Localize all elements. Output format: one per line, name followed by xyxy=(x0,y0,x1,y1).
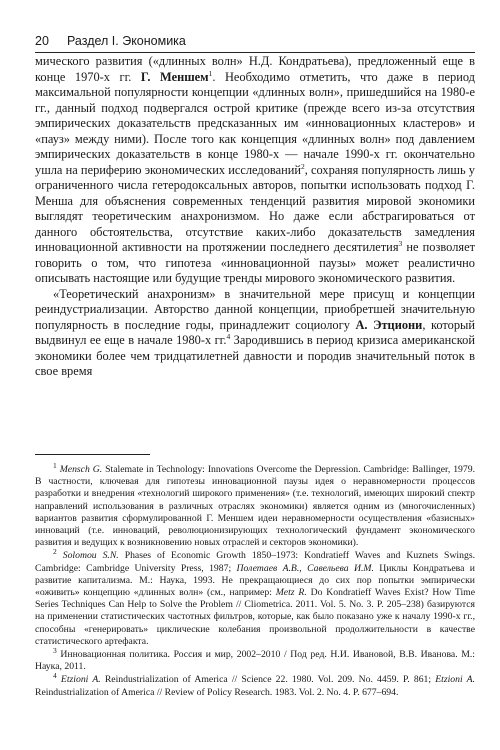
footnote-ref-4[interactable]: 4 xyxy=(226,331,231,341)
footnote-ref-2[interactable]: 2 xyxy=(300,161,305,171)
footnote-4: $^4$ Etzioni A. Reindustrialization of America // Science 22. 1980. Vol. 209. No. 4459. P. 861; Etzioni A. Reindustrialization of America // Review of Policy Research. 1983. Vol. 2. No. 4. P. 677–694. xyxy=(35,671,475,698)
main-text xyxy=(35,54,475,380)
author-name: А. Этциони xyxy=(355,317,423,332)
running-header xyxy=(35,34,475,53)
footnote-3: $^3$ Инновационная политика. Россия и мир, 2002–2010 / Под ред. Н.И. Ивановой, В.В. Иванова. М.: Наука, 2011. xyxy=(35,645,475,673)
page-number: 20 xyxy=(35,34,49,48)
paragraph-2: «Теоретический анахронизм» в значительной мере присущ и концепции реиндустриализации. Авторство данной концепции, приобретшей значительную популярность в последние годы, принадлежит социологу А. Этциони, который выдвинул ее еще в начале 1980-х гг.$^4$ Зародившись в период кризиса американской экономики более чем тридцатилетней давности и породив значительный поток в свое время xyxy=(35,286,476,378)
footnote-ref-1[interactable]: 1 xyxy=(208,68,213,78)
author-name: Г. Меншем xyxy=(140,69,209,84)
footnotes xyxy=(35,460,476,699)
footnote-divider xyxy=(35,454,150,455)
footnote-ref-3[interactable]: 3 xyxy=(398,238,403,248)
footnote-2: $^2$ Solomou S.N. Phases of Economic Growth 1850–1973: Kondratieff Waves and Kuznets Swings. Cambridge: Cambridge University Press, 1987; Полетаев А.В., Савельева И.М. Циклы Кондратьева и развитие капитализма. М.: Наука, 1993. Не прекращающиеся до сих пор попытки эмпирически «оживить» концепцию «длинных волн» (см., например: Metz R. Do Kondratieff Waves Exist? How Time Series Techniques Can Help to Solve the Problem // Cliometrica. 2011. Vol. 5. No. 3. P. 205–238) базируются на применении статистических частотных фильтров, которые, как было показано уже к началу 1990-х гг., способны «генерировать» циклические колебания произвольной продолжительности в качестве статистического артефакта. xyxy=(35,547,476,647)
section-title: Раздел I. Экономика xyxy=(67,34,186,48)
paragraph-1: мического развития («длинных волн» Н.Д. Кондратьева), предложенный еще в конце 1970-х гг. Г. Меншем$^1$. Необходимо отметить, что даже в период максимальной популярности концепции «длинных волн», пришедшийся на 1980-е гг., данный подход подвергался острой критике (прежде всего из-за отсутствия эмпирических доказательств предсказанных им «инновационных кластеров» и «пауз» между ними). После того как концепция «длинных волн» под давлением эмпирических доказательств в конце 1980-х — начале 1990-х гг. окончательно ушла на периферию экономических исследований$^2$, сохраняя популярность лишь у ограниченного числа гетеродоксальных авторов, попытки использовать подход Г. Менша для объяснения современных тенденций развития мировой экономики выглядят теоретическим анахронизмом. Но даже если абстрагироваться от данного обстоятельства, отсутствие каких-либо доказательств замедления инновационной активности на протяжении последнего десятилетия$^3$ не позволяет говорить о том, что гипотеза «инновационной паузы» может реалистично описывать настоящие или будущие тренды мирового экономического развития. xyxy=(35,54,475,285)
footnote-1: $^1$ Mensch G. Stalemate in Technology: Innovations Overcome the Depression. Cambridge: Ballinger, 1979. В частности, ключевая для гипотезы инновационной паузы идея о неравномерности процессов разработки и внедрения «технологий широкого применения» (т.е. технологий, имеющих широкий спектр направлений использования в различных отраслях экономики) является одним из (многочисленных) вариантов развития сформулированной Г. Меншем идеи неравномерности осуществления «базисных» инноваций (т.е. инноваций, революционизирующих технологический фундамент экономического развития и ведущих к возникновению новых отраслей и секторов экономики). xyxy=(35,460,476,549)
